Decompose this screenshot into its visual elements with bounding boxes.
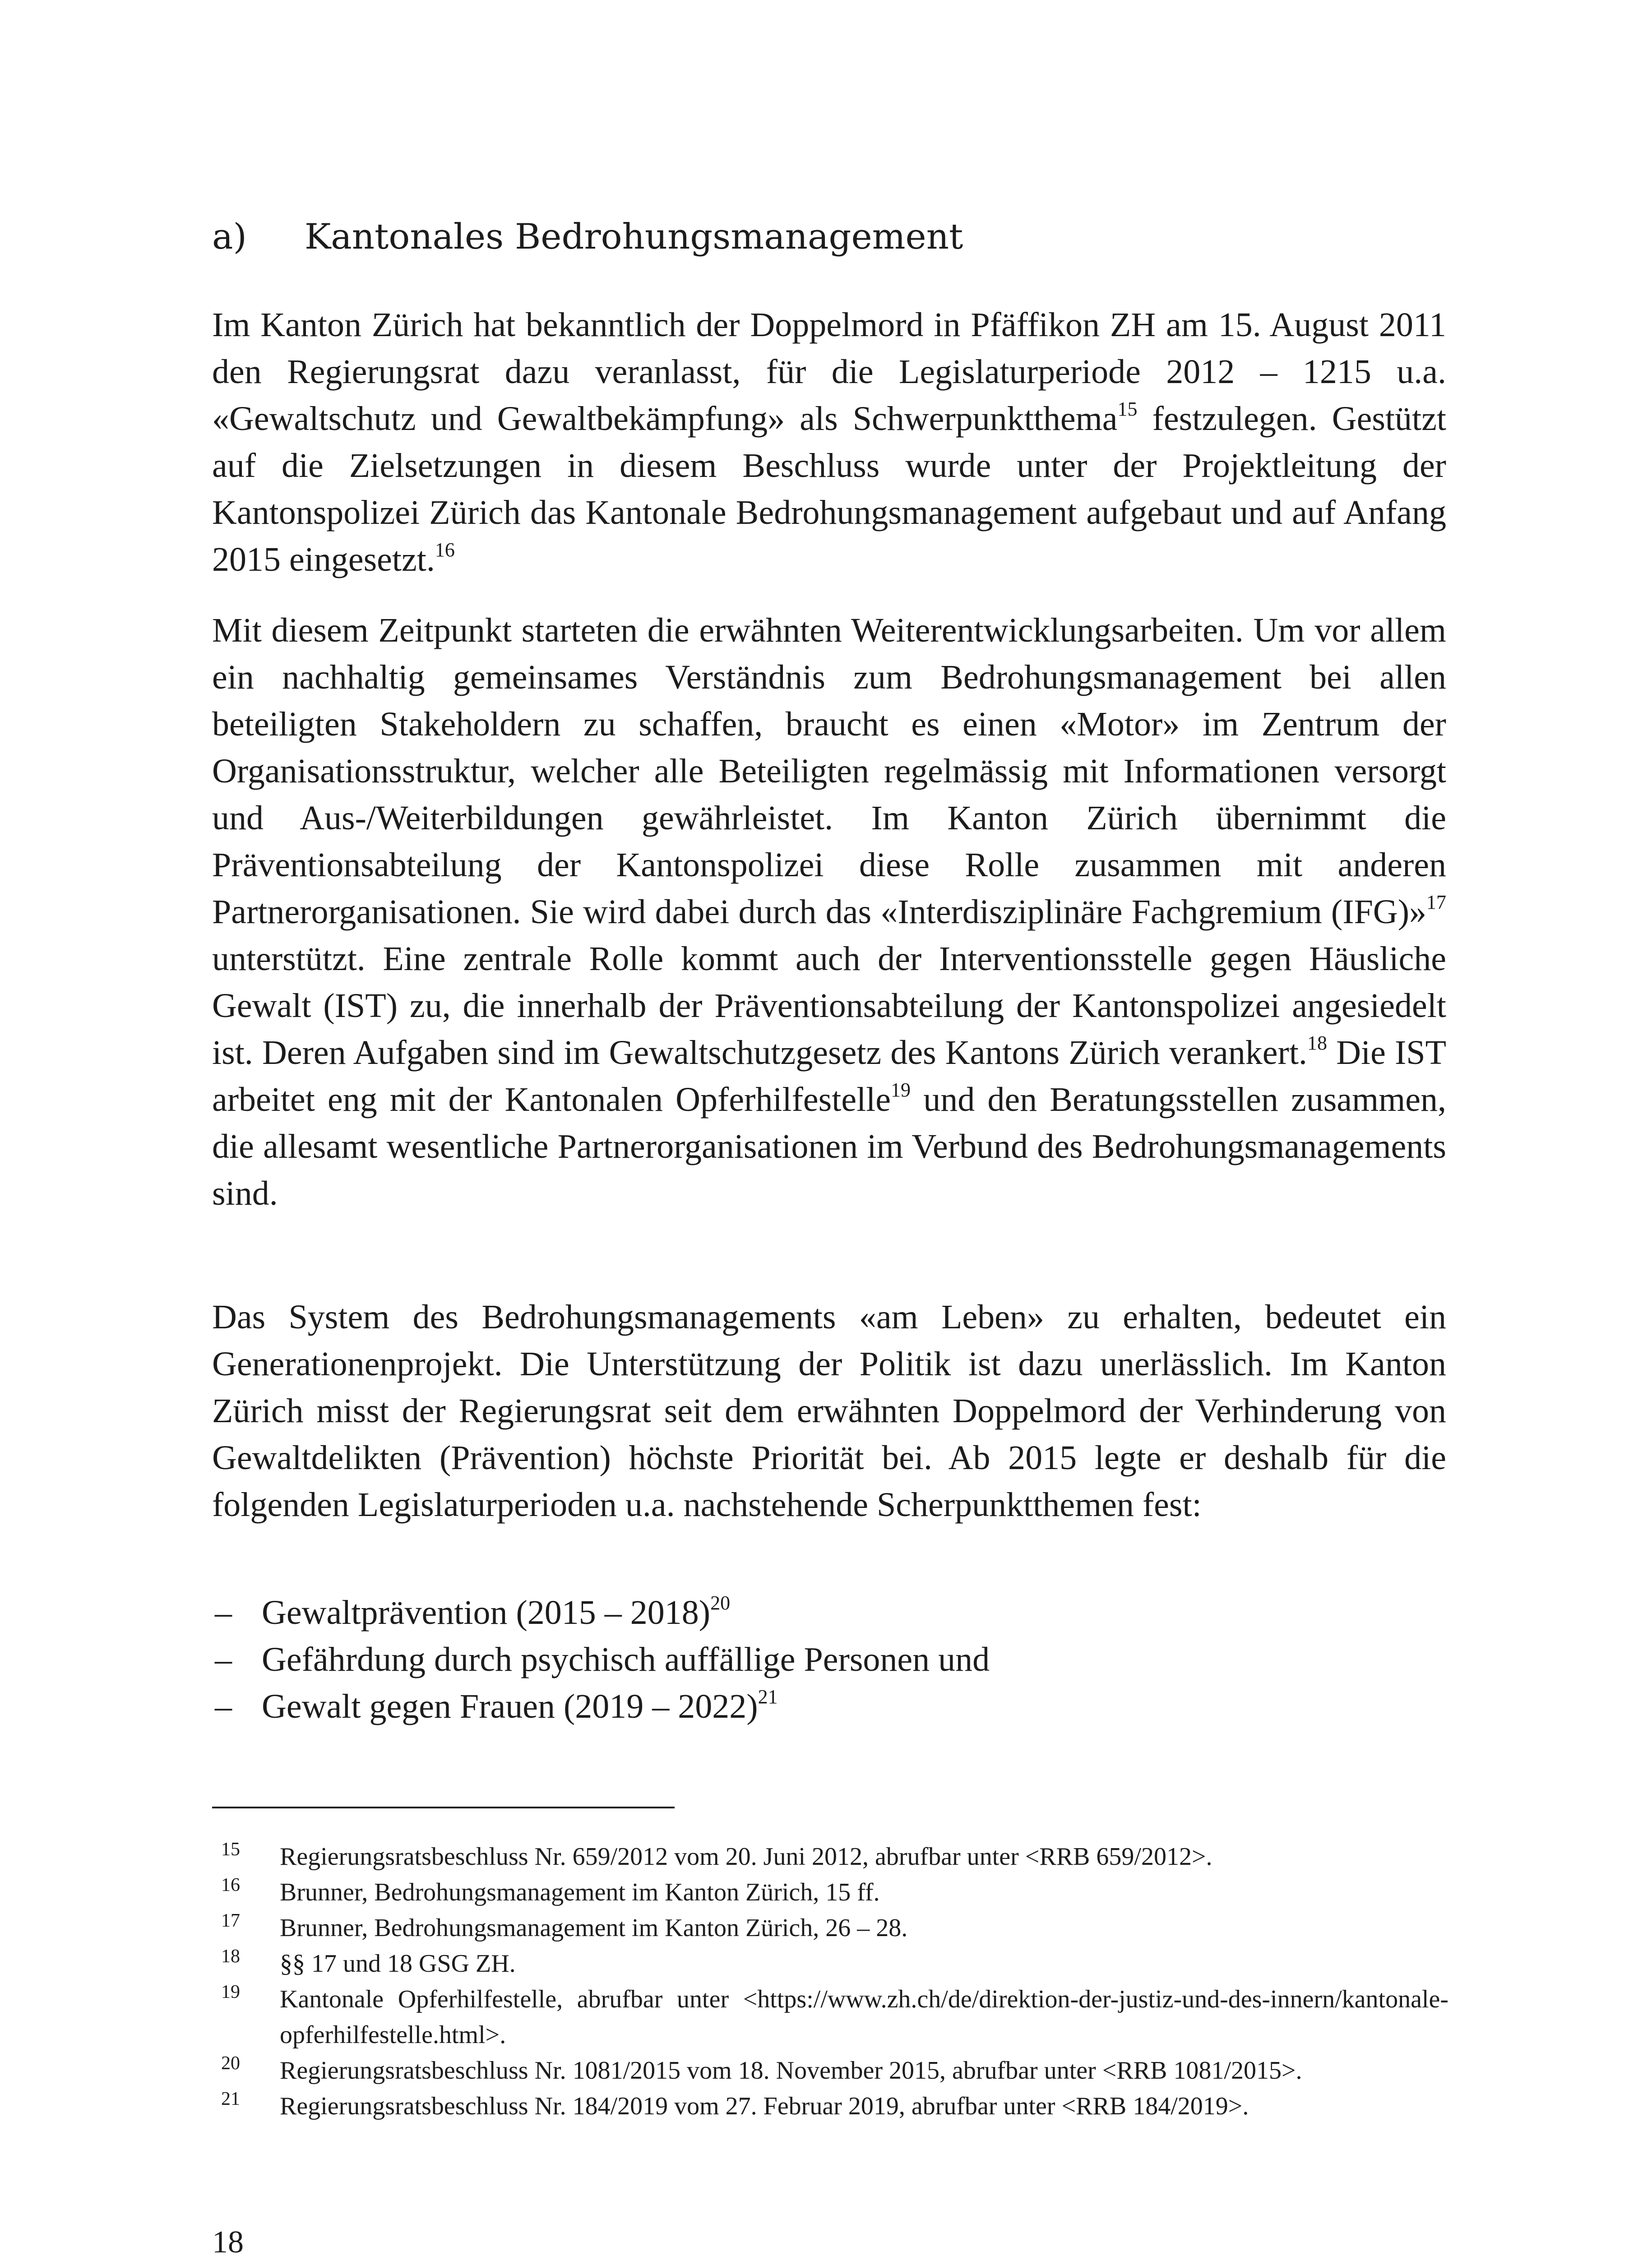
footnote-ref-17[interactable]: 17 xyxy=(1426,891,1446,913)
footnote-item xyxy=(212,1946,1448,1982)
footnote-ref-21[interactable]: 21 xyxy=(758,1686,778,1708)
footnotes-list xyxy=(212,1839,1448,2124)
footnote-text: Regierungsratsbeschluss Nr. 184/2019 vom 27. Februar 2019, abrufbar unter <RRB 184/2019>. xyxy=(280,2092,1249,2120)
dash-bullet: – xyxy=(215,1641,232,1678)
paragraph-1-text-b: festzulegen. Gestützt auf die Zielsetzungen in diesem Beschluss wurde unter der Projektleitung der Kantonspolizei Zürich das Kantonale Bedrohungsmanagement aufgebaut und auf Anfang 2015 eingesetzt. xyxy=(212,400,1446,578)
footnote-text: Kantonale Opferhilfestelle, abrufbar unter <https://www.zh.ch/de/direktion-der-justiz-und-des-innern/kantonale-opferhilfestelle.html>. xyxy=(280,1985,1448,2049)
footnote-number: 15 xyxy=(221,1839,240,1860)
paragraph-2-text-c: Die IST arbeitet eng mit der Kantonalen Opferhilfestelle xyxy=(212,1034,1446,1119)
footnote-text: Brunner, Bedrohungsmanagement im Kanton Zürich, 26 – 28. xyxy=(280,1914,908,1942)
footnote-number: 16 xyxy=(221,1875,240,1895)
list-item xyxy=(212,1589,1446,1636)
footnote-text: Regierungsratsbeschluss Nr. 1081/2015 vom 18. November 2015, abrufbar unter <RRB 1081/2015>. xyxy=(280,2057,1302,2085)
list-item-text: Gefährdung durch psychisch auffällige Personen und xyxy=(262,1641,990,1678)
section-heading xyxy=(212,212,1448,262)
footnote-ref-19[interactable]: 19 xyxy=(891,1079,911,1101)
footnote-separator xyxy=(212,1807,675,1808)
dash-bullet: – xyxy=(215,1594,232,1632)
footnote-ref-20[interactable]: 20 xyxy=(710,1592,731,1614)
footnote-item xyxy=(212,1982,1448,2053)
section-heading-title: Kantonales Bedrohungsmanagement xyxy=(305,217,963,257)
footnote-text: §§ 17 und 18 GSG ZH. xyxy=(280,1950,516,1978)
priority-topics-list xyxy=(212,1589,1446,1730)
paragraph-2 xyxy=(212,607,1446,1217)
paragraph-2-text-a: Mit diesem Zeitpunkt starteten die erwähnten Weiterentwicklungsarbeiten. Um vor allem ein nachhaltig gemeinsames Verständnis zum Bedrohungsmanagement bei allen beteiligten Stakeholdern zu schaffen, braucht es einen «Motor» im Zentrum der Organisationsstruktur, welcher alle Beteiligten regelmässig mit Informationen versorgt und Aus-/Weiterbildungen gewährleistet. Im Kanton Zürich übernimmt die Präventionsabteilung der Kantonspolizei diese Rolle zusammen mit anderen Partnerorganisationen. Sie wird dabei durch das «Interdisziplinäre Fachgremium (IFG)» xyxy=(212,611,1446,931)
dash-bullet: – xyxy=(215,1687,232,1725)
footnote-number: 17 xyxy=(221,1910,240,1931)
footnote-text: Brunner, Bedrohungsmanagement im Kanton Zürich, 15 ff. xyxy=(280,1878,880,1906)
footnote-item xyxy=(212,2089,1448,2124)
footnote-ref-15[interactable]: 15 xyxy=(1117,398,1138,420)
footnote-item xyxy=(212,1910,1448,1946)
footnote-text: Regierungsratsbeschluss Nr. 659/2012 vom 20. Juni 2012, abrufbar unter <RRB 659/2012>. xyxy=(280,1843,1212,1871)
list-item xyxy=(212,1636,1446,1683)
list-item-text: Gewaltprävention (2015 – 2018) xyxy=(262,1594,711,1632)
paragraph-3: Das System des Bedrohungsmanagements «am Leben» zu erhalten, bedeutet ein Generationenprojekt. Die Unterstützung der Politik ist dazu unerlässlich. Im Kanton Zürich misst der Regierungsrat seit dem erwähnten Doppelmord der Verhinderung von Gewaltdelikten (Prävention) höchste Priorität bei. Ab 2015 legte er deshalb für die folgenden Legislaturperioden u.a. nachstehende Scherpunktthemen fest: xyxy=(212,1298,1446,1524)
page-number: 18 xyxy=(212,2225,244,2256)
section-heading-number: a) xyxy=(212,217,247,257)
paragraph-1-text-a: Im Kanton Zürich hat bekanntlich der Doppelmord in Pfäffikon ZH am 15. August 2011 den Regierungsrat dazu veranlasst, für die Legislaturperiode 2012 – 1215 u.a. «Gewaltschutz und Gewaltbekämpfung» als Schwerpunktthema xyxy=(212,306,1446,438)
paragraph-2-text-b: unterstützt. Eine zentrale Rolle kommt auch der Interventionsstelle gegen Häusliche Gewalt (IST) zu, die innerhalb der Präventionsabteilung der Kantonspolizei angesiedelt ist. Deren Aufgaben sind im Gewaltschutzgesetz des Kantons Zürich verankert. xyxy=(212,940,1446,1072)
footnote-number: 19 xyxy=(221,1982,240,2002)
footnote-item xyxy=(212,1839,1448,1875)
list-item-text: Gewalt gegen Frauen (2019 – 2022) xyxy=(262,1687,758,1725)
paragraph-2-text-d: und den Beratungsstellen zusammen, die allesamt wesentliche Partnerorganisationen im Verbund des Bedrohungsmanagements sind. xyxy=(212,1081,1446,1212)
footnote-number: 18 xyxy=(221,1946,240,1967)
footnote-item xyxy=(212,1875,1448,1910)
footnote-ref-16[interactable]: 16 xyxy=(435,539,455,561)
footnote-number: 20 xyxy=(221,2053,240,2074)
footnote-number: 21 xyxy=(221,2089,240,2109)
footnote-ref-18[interactable]: 18 xyxy=(1307,1032,1327,1054)
footnote-item xyxy=(212,2053,1448,2089)
list-item xyxy=(212,1683,1446,1730)
paragraph-1 xyxy=(212,301,1446,583)
